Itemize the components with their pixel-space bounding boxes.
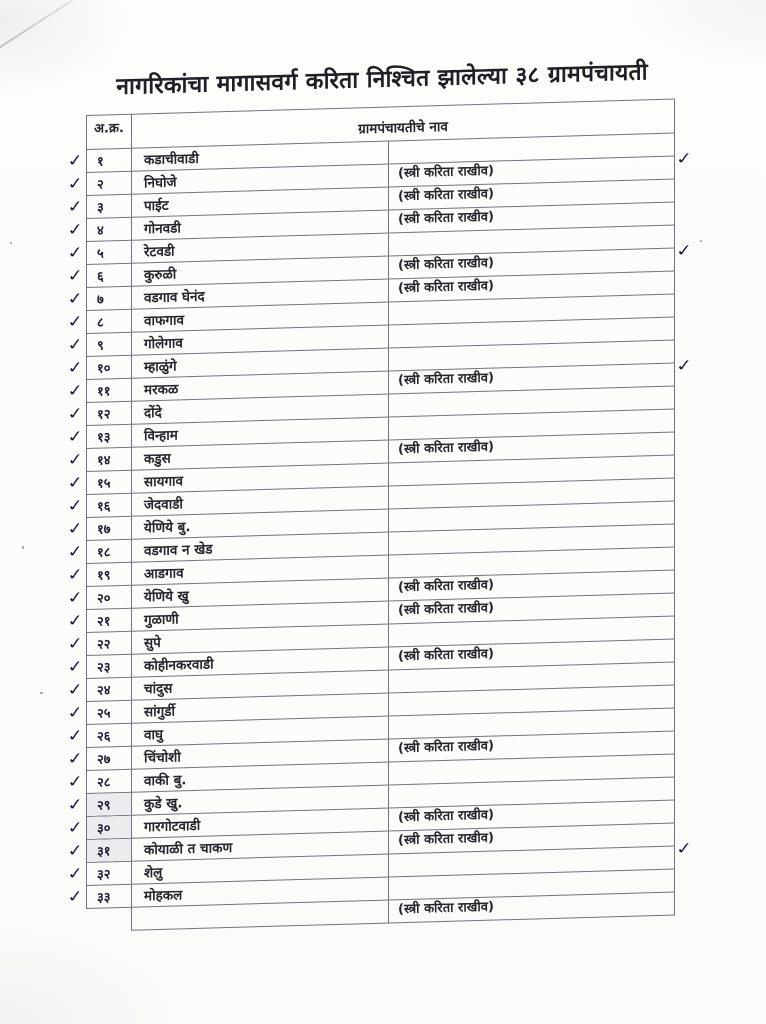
left-checkmark: ✓ bbox=[65, 242, 85, 263]
village-name: कडुस bbox=[144, 450, 171, 468]
serial-number: ७ bbox=[97, 292, 104, 308]
serial-number: ६ bbox=[97, 269, 104, 285]
reserved-note: (स्त्री करिता राखीव) bbox=[398, 577, 494, 596]
reserved-note: (स्त्री करिता राखीव) bbox=[398, 163, 494, 182]
right-checkmark: ✓ bbox=[674, 239, 695, 261]
village-name: विन्हाम bbox=[144, 427, 178, 445]
reserved-note: (स्त्री करिता राखीव) bbox=[398, 209, 494, 228]
serial-number: २७ bbox=[97, 752, 111, 768]
serial-number: १३ bbox=[97, 430, 111, 446]
village-name: गोलेगाव bbox=[144, 335, 183, 353]
left-checkmark: ✓ bbox=[65, 748, 85, 769]
left-checkmark: ✓ bbox=[65, 610, 85, 631]
left-checkmark: ✓ bbox=[65, 426, 85, 447]
serial-number: १० bbox=[97, 361, 111, 377]
left-checkmark: ✓ bbox=[65, 679, 85, 700]
left-checkmark: ✓ bbox=[65, 541, 85, 562]
reserved-note: (स्त्री करिता राखीव) bbox=[398, 646, 494, 665]
left-checkmark: ✓ bbox=[65, 403, 85, 424]
village-name: कुडे खु. bbox=[144, 795, 183, 813]
reserved-note: (स्त्री करिता राखीव) bbox=[398, 255, 494, 274]
reserved-note: (स्त्री करिता राखीव) bbox=[398, 278, 494, 297]
serial-number: २९ bbox=[97, 798, 111, 814]
scan-speck bbox=[10, 242, 12, 244]
left-checkmark: ✓ bbox=[65, 219, 85, 240]
serial-number: ३ bbox=[97, 200, 104, 216]
village-name: दोंदे bbox=[144, 404, 162, 422]
village-name: आडगाव bbox=[144, 565, 184, 583]
left-checkmark: ✓ bbox=[65, 702, 85, 723]
page-fold-crease bbox=[0, 0, 81, 56]
left-checkmark: ✓ bbox=[65, 633, 85, 654]
village-name: वाघु bbox=[144, 726, 163, 744]
left-checkmark: ✓ bbox=[65, 288, 85, 309]
serial-number: २८ bbox=[97, 775, 111, 791]
village-name: कुरुळी bbox=[144, 266, 177, 284]
left-checkmark: ✓ bbox=[65, 173, 85, 194]
village-name: शेलु bbox=[144, 864, 163, 882]
left-checkmark: ✓ bbox=[65, 863, 85, 884]
left-checkmark: ✓ bbox=[65, 265, 85, 286]
village-name: गोनवडी bbox=[144, 220, 181, 238]
reserved-note: (स्त्री करिता राखीव) bbox=[398, 899, 494, 918]
left-checkmark: ✓ bbox=[65, 380, 85, 401]
village-name: वडगाव घेनंद bbox=[144, 288, 205, 307]
village-name: चांदुस bbox=[144, 680, 173, 698]
village-name: येणिये बु. bbox=[144, 519, 191, 537]
village-name: चिंचोशी bbox=[144, 749, 181, 767]
reserved-note: (स्त्री करिता राखीव) bbox=[398, 807, 494, 826]
serial-number: ३० bbox=[97, 821, 111, 837]
serial-number: २४ bbox=[97, 683, 111, 699]
village-name: कोहीनकरवाडी bbox=[144, 656, 214, 675]
village-name: गारगोटवाडी bbox=[144, 817, 201, 836]
serial-number: १७ bbox=[97, 522, 111, 538]
village-name: पाईट bbox=[144, 197, 169, 215]
right-checkmark: ✓ bbox=[674, 147, 695, 169]
left-checkmark: ✓ bbox=[65, 449, 85, 470]
col-header-name: ग्रामपंचायतीचे नाव bbox=[132, 99, 675, 148]
left-checkmark: ✓ bbox=[65, 518, 85, 539]
left-checkmark: ✓ bbox=[65, 794, 85, 815]
left-checkmark: ✓ bbox=[65, 840, 85, 861]
col-header-serial: अ.क्र. bbox=[87, 114, 132, 149]
serial-number: १९ bbox=[97, 568, 111, 584]
left-checkmark: ✓ bbox=[65, 886, 85, 907]
scan-speck bbox=[40, 692, 43, 694]
left-checkmark: ✓ bbox=[65, 725, 85, 746]
serial-number: ८ bbox=[97, 315, 104, 331]
serial-number: २१ bbox=[97, 614, 111, 630]
village-name: मोहकल bbox=[144, 887, 183, 905]
village-name: जेदवाडी bbox=[144, 496, 183, 514]
left-checkmark: ✓ bbox=[65, 656, 85, 677]
scan-speck bbox=[700, 240, 702, 242]
village-name: निघोजे bbox=[144, 174, 177, 192]
village-name: सुपे bbox=[144, 634, 161, 652]
document-content bbox=[65, 53, 695, 932]
reserved-note: (स्त्री करिता राखीव) bbox=[398, 830, 494, 849]
village-name: वाकी बु. bbox=[144, 772, 187, 790]
serial-number: ५ bbox=[97, 246, 104, 262]
reserved-note: (स्त्री करिता राखीव) bbox=[398, 439, 494, 458]
serial-number: २० bbox=[97, 591, 111, 607]
serial-number: १ bbox=[97, 154, 104, 170]
serial-number: ३२ bbox=[97, 867, 111, 883]
serial-number: ११ bbox=[97, 384, 111, 400]
reserved-note: (स्त्री करिता राखीव) bbox=[398, 370, 494, 389]
serial-number: २५ bbox=[97, 706, 111, 722]
serial-number: २३ bbox=[97, 660, 111, 676]
page-title: नागरिकांचा मागासवर्ग करिता निश्चित झालेल्या ३८ ग्रामपंचायती bbox=[116, 59, 648, 101]
village-name: सांगुर्डी bbox=[144, 703, 175, 721]
left-checkmark: ✓ bbox=[65, 587, 85, 608]
left-checkmark: ✓ bbox=[65, 196, 85, 217]
left-checkmark: ✓ bbox=[65, 472, 85, 493]
serial-number: १२ bbox=[97, 407, 111, 423]
village-name: कोयाळी त चाकण bbox=[144, 839, 233, 859]
left-checkmark: ✓ bbox=[65, 495, 85, 516]
reserved-note: (स्त्री करिता राखीव) bbox=[398, 738, 494, 757]
village-name: म्हाळुंगे bbox=[144, 358, 177, 376]
left-checkmark: ✓ bbox=[65, 817, 85, 838]
panchayat-table bbox=[65, 99, 695, 932]
left-checkmark: ✓ bbox=[65, 564, 85, 585]
serial-number: १४ bbox=[97, 453, 111, 469]
serial-number: ३३ bbox=[97, 890, 111, 906]
village-name: गुळाणी bbox=[144, 611, 179, 629]
left-checkmark: ✓ bbox=[65, 771, 85, 792]
right-checkmark: ✓ bbox=[674, 837, 695, 859]
village-name: रेटवडी bbox=[144, 243, 175, 261]
village-name: वडगाव न खेड bbox=[144, 541, 213, 560]
village-name: कडाचीवाडी bbox=[144, 150, 199, 169]
left-checkmark: ✓ bbox=[65, 150, 85, 171]
village-name: येणिये खु bbox=[144, 588, 189, 606]
right-checkmark: ✓ bbox=[674, 354, 695, 376]
scan-speck bbox=[22, 546, 24, 549]
village-name: सायगाव bbox=[144, 473, 184, 491]
serial-number: १५ bbox=[97, 476, 111, 492]
serial-number: १६ bbox=[97, 499, 111, 515]
reserved-note: (स्त्री करिता राखीव) bbox=[398, 600, 494, 619]
village-name: मरकळ bbox=[144, 381, 179, 399]
reserved-note: (स्त्री करिता राखीव) bbox=[398, 186, 494, 205]
serial-number: २ bbox=[97, 177, 104, 193]
serial-number: ९ bbox=[97, 338, 104, 354]
serial-number: ३१ bbox=[97, 844, 111, 860]
left-checkmark: ✓ bbox=[65, 357, 85, 378]
village-name: वाफगाव bbox=[144, 312, 185, 330]
left-checkmark: ✓ bbox=[65, 311, 85, 332]
left-checkmark: ✓ bbox=[65, 334, 85, 355]
serial-number: १८ bbox=[97, 545, 111, 561]
serial-number: २६ bbox=[97, 729, 111, 745]
serial-number: ४ bbox=[97, 223, 104, 239]
serial-number: २२ bbox=[97, 637, 111, 653]
